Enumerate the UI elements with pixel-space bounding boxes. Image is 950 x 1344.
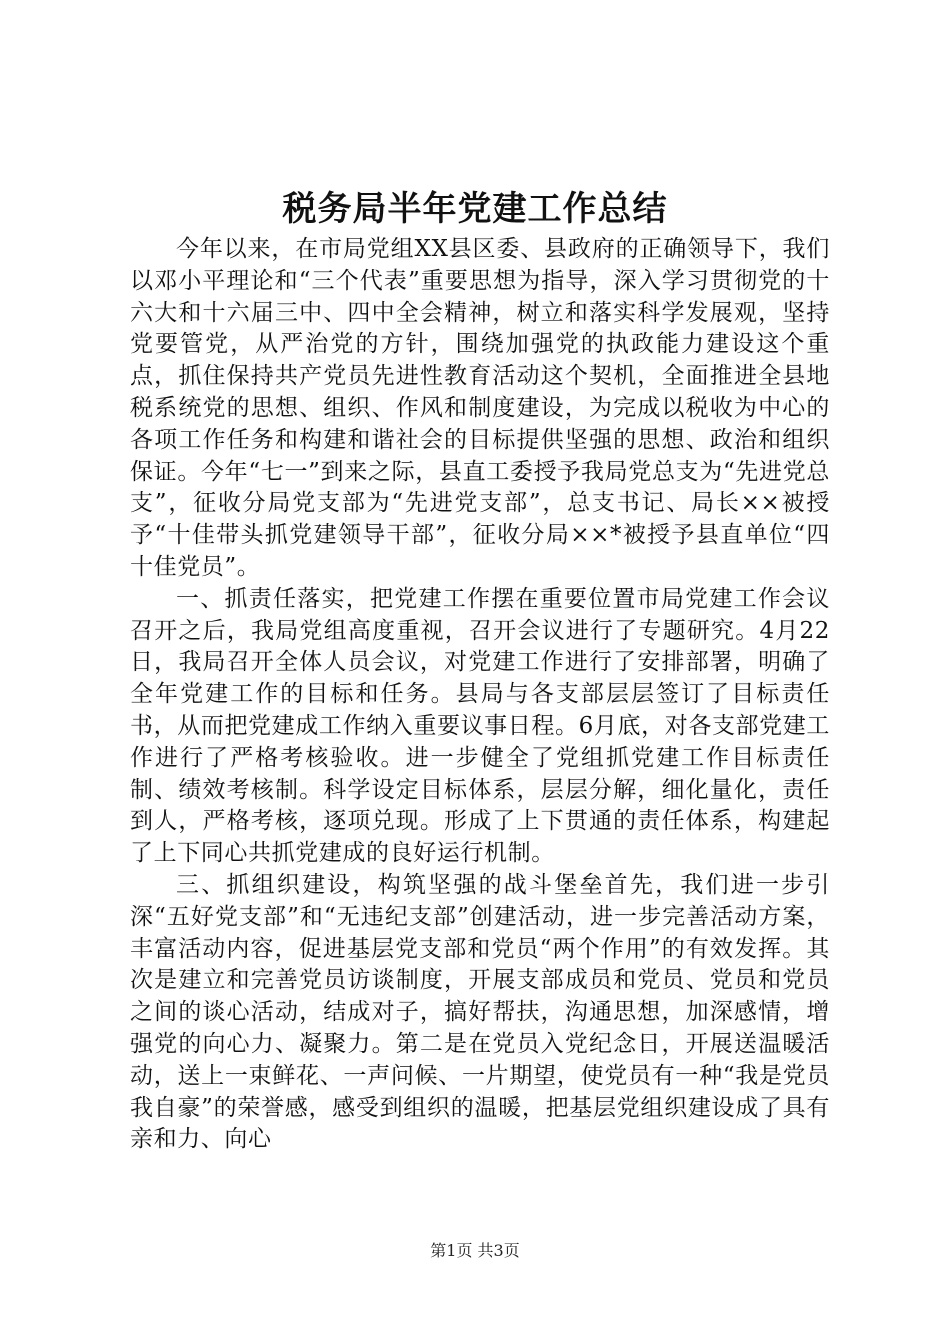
paragraph-intro: 今年以来，在市局党组XX县区委、县政府的正确领导下，我们以邓小平理论和“三个代表”重要思想为指导，深入学习贯彻党的十六大和十六届三中、四中全会精神，树立和落实科学发展观，坚持党要管党，从严治党的方针，围绕加强党的执政能力建设这个重点，抓住保持共产党员先进性教育活动这个契机，全面推进全县地税系统党的思想、组织、作风和制度建设，为完成以税收为中心的各项工作任务和构建和谐社会的目标提供坚强的思想、政治和组织保证。今年“七一”到来之际，县直工委授予我局党总支为“先进党总支”，征收分局党支部为“先进党支部”，总支书记、局长××被授予“十佳带头抓党建领导干部”，征收分局××*被授予县直单位“四十佳党员”。 — [130, 236, 830, 580]
document-body — [130, 234, 830, 1156]
paragraph-responsibility: 一、抓责任落实，把党建工作摆在重要位置市局党建工作会议召开之后，我局党组高度重视，召开会议进行了专题研究。4月22日，我局召开全体人员会议，对党建工作进行了安排部署，明确了全年党建工作的目标和任务。县局与各支部层层签订了目标责任书，从而把党建成工作纳入重要议事日程。6月底，对各支部党建工作进行了严格考核验收。进一步健全了党组抓党建工作目标责任制、绩效考核制。科学设定目标体系，层层分解，细化量化，责任到人，严格考核，逐项兑现。形成了上下贯通的责任体系，构建起了上下同心共抓党建成的良好运行机制。 — [130, 585, 830, 867]
paragraph-organization: 三、抓组织建设，构筑坚强的战斗堡垒首先，我们进一步引深“五好党支部”和“无违纪支部”创建活动，进一步完善活动方案，丰富活动内容，促进基层党支部和党员“两个作用”的有效发挥。其次是建立和完善党员访谈制度，开展支部成员和党员、党员和党员之间的谈心活动，结成对子，搞好帮扶，沟通思想，加深感情，增强党的向心力、凝聚力。第二是在党员入党纪念日，开展送温暖活动，送上一束鲜花、一声问候、一片期望，使党员有一种“我是党员我自豪”的荣誉感，感受到组织的温暖，把基层党组织建设成了具有亲和力、向心 — [130, 871, 830, 1153]
document-title: 税务局半年党建工作总结 — [282, 189, 668, 229]
page-footer: 第1页 共3页 — [430, 1241, 520, 1260]
